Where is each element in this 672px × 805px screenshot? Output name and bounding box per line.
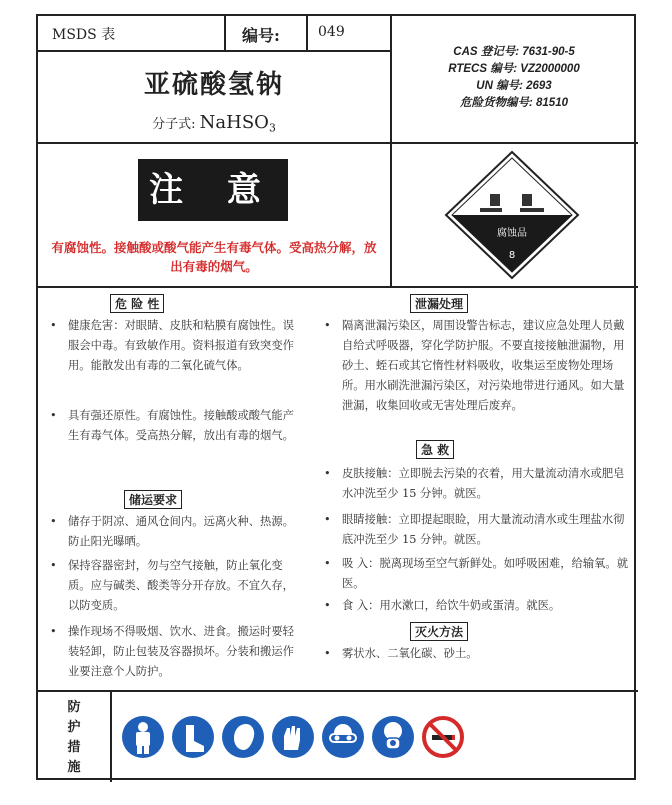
respirator-icon — [372, 716, 414, 758]
hazard-label: 腐蚀品 — [497, 228, 527, 239]
fire-item: • 雾状水、二氧化碳、砂土。 — [324, 647, 478, 660]
protective-suit-icon — [122, 716, 164, 758]
storage-item: • 操作现场不得吸烟、饮水、进食。搬运时要轻装轻卸，防止包装及容器损坏。分装和搬运作业要注意个人防护。 — [50, 625, 294, 678]
formula-subscript: 3 — [268, 121, 276, 135]
goggles-icon — [322, 716, 364, 758]
protection-label: 防 护 措 施 — [67, 700, 81, 775]
divider — [306, 16, 308, 50]
msds-label: MSDS 表 — [52, 27, 116, 43]
face-shield-icon — [222, 716, 264, 758]
leak-item: • 隔离泄漏污染区，周围设警告标志，建议应急处理人员戴自给式呼吸器，穿化学防护服。不要直接接触泄漏物，用砂土、蛭石或其它惰性材料吸收，收集运至废物处理场所。用水刷洗泄漏污染区，对污染地带进行通风。如大量泄漏，收集回收或无害处理后废弃。 — [324, 319, 625, 412]
hazard-class: 8 — [508, 250, 516, 261]
chemical-name: 亚硫酸氢钠 — [143, 70, 284, 100]
formula-value: NaHSO — [199, 112, 269, 133]
gloves-icon — [272, 716, 314, 758]
first-aid-heading: 急 救 — [416, 440, 454, 459]
notice-banner: 注 意 — [138, 159, 288, 221]
un-number: UN 编号: 2693 — [476, 80, 552, 92]
no-smoking-icon — [422, 716, 464, 758]
danger-heading: 危 险 性 — [110, 294, 164, 313]
divider — [390, 142, 392, 286]
formula-label: 分子式: — [152, 117, 196, 132]
identifier-list — [390, 44, 638, 112]
leak-heading: 泄漏处理 — [410, 294, 468, 313]
dangerous-goods-number: 危险货物编号: 81510 — [459, 97, 568, 109]
rtecs-number: RTECS 编号: VZ2000000 — [448, 63, 580, 75]
msds-sheet — [36, 14, 636, 780]
divider — [224, 16, 226, 50]
hand-icon — [520, 208, 544, 212]
danger-item: • 具有强还原性。有腐蚀性。接触酸或酸气能产生有毒气体。受高热分解，放出有毒的烟气。 — [50, 409, 294, 442]
storage-item: • 保持容器密封，勿与空气接触，防止氧化变质。应与碱类、酸类等分开存放。不宜久存，以防变质。 — [50, 559, 294, 612]
first-aid-item: • 眼睛接触：立即提起眼睑，用大量流动清水或生理盐水彻底冲洗至少 15 分钟。就医。 — [324, 513, 625, 546]
divider — [38, 142, 638, 144]
cas-number: CAS 登记号: 7631-90-5 — [453, 46, 575, 58]
number-value: 049 — [318, 24, 345, 40]
warning-text: 有腐蚀性。接触酸或酸气能产生有毒气体。受高热分解，放出有毒的烟气。 — [51, 240, 377, 274]
first-aid-item: • 皮肤接触：立即脱去污染的衣着，用大量流动清水或肥皂水冲洗至少 15 分钟。就医。 — [324, 467, 625, 500]
storage-item: • 储存于阴凉、通风仓间内。远离火种、热源。防止阳光曝晒。 — [50, 515, 294, 548]
danger-item: • 健康危害：对眼睛、皮肤和粘膜有腐蚀性。误服会中毒。有致敏作用。资料报道有致突变作用。能散发出有毒的二氧化硫气体。 — [50, 319, 294, 372]
test-tube-icon — [490, 194, 500, 206]
formula-line — [38, 112, 390, 135]
first-aid-item: • 食 入：用水漱口，给饮牛奶或蛋清。就医。 — [324, 599, 561, 612]
divider — [38, 286, 638, 288]
fire-heading: 灭火方法 — [410, 622, 468, 641]
first-aid-item: • 吸 入：脱离现场至空气新鲜处。如呼吸困难，给输氧。就医。 — [324, 557, 629, 590]
divider — [38, 690, 638, 692]
test-tube-icon — [522, 194, 532, 206]
safety-boots-icon — [172, 716, 214, 758]
storage-heading: 储运要求 — [124, 490, 182, 509]
number-label: 编号: — [242, 26, 280, 45]
surface-icon — [480, 208, 502, 212]
divider — [38, 50, 390, 52]
divider — [110, 690, 112, 782]
